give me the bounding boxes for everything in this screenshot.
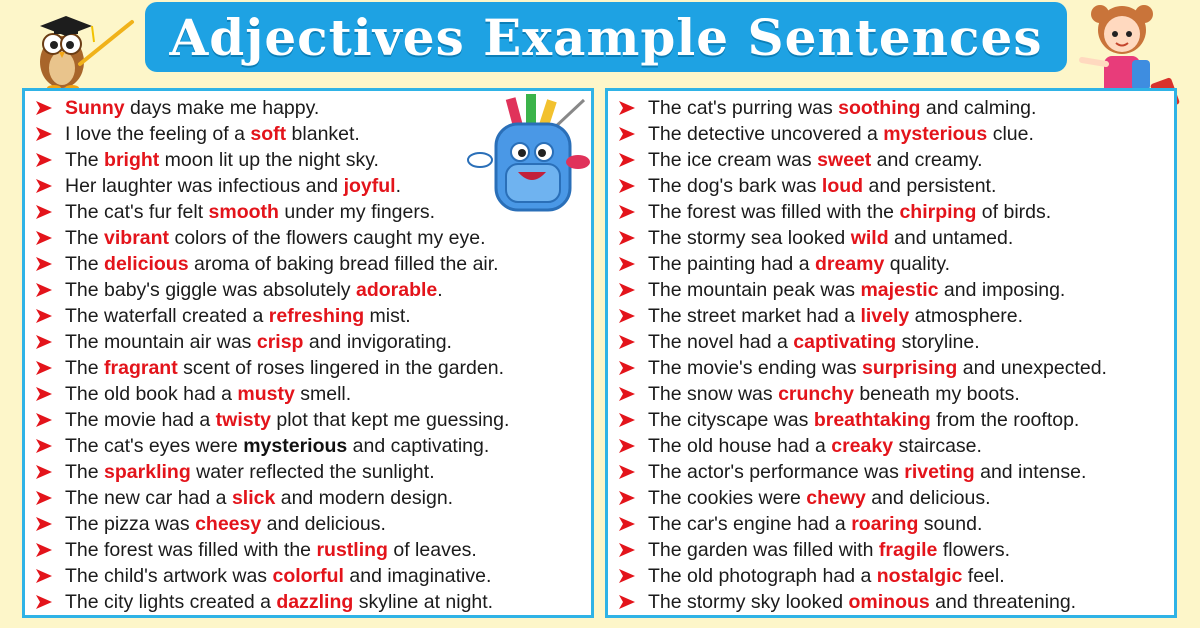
sentence-text: [648, 591, 1076, 614]
adjective-highlight: crunchy: [778, 382, 854, 405]
sentence-item: [608, 329, 1174, 355]
sentence-text: [648, 513, 982, 536]
sentence-suffix: and delicious.: [865, 486, 991, 509]
adjective-highlight: twisty: [215, 408, 271, 431]
sentence-prefix: The garden was filled with: [648, 538, 879, 561]
sentence-suffix: staircase.: [893, 434, 982, 457]
sentence-prefix: The mountain air was: [65, 330, 257, 353]
sentence-prefix: The movie's ending was: [648, 356, 862, 379]
sentence-suffix: of birds.: [976, 200, 1052, 223]
sentence-suffix: colors of the flowers caught my eye.: [169, 226, 486, 249]
sentence-text: [65, 305, 411, 328]
sentence-suffix: under my fingers.: [278, 200, 436, 223]
arrow-right-icon: [35, 152, 57, 168]
adjective-highlight: lively: [860, 304, 910, 327]
sentence-suffix: plot that kept me guessing.: [270, 408, 510, 431]
sentence-text: [65, 149, 379, 172]
adjective-highlight: musty: [237, 382, 295, 405]
sentence-text: [648, 383, 1020, 406]
sentence-item: [608, 303, 1174, 329]
arrow-right-icon: [618, 308, 640, 324]
arrow-right-icon: [35, 360, 57, 376]
sentence-text: [65, 279, 443, 302]
sentence-suffix: feel.: [962, 564, 1005, 587]
sentence-suffix: flowers.: [937, 538, 1011, 561]
sentence-item: [608, 173, 1174, 199]
sentence-prefix: The cat's eyes were: [65, 434, 244, 457]
sentence-item: [608, 433, 1174, 459]
arrow-right-icon: [618, 438, 640, 454]
sentence-suffix: and imaginative.: [343, 564, 492, 587]
arrow-right-icon: [618, 594, 640, 610]
sentence-item: [25, 329, 591, 355]
sentence-suffix: and captivating.: [347, 434, 490, 457]
arrow-right-icon: [35, 386, 57, 402]
sentence-text: [648, 201, 1051, 224]
arrow-right-icon: [618, 230, 640, 246]
sentence-item: [608, 225, 1174, 251]
sentence-suffix: and modern design.: [275, 486, 454, 509]
adjective-highlight: riveting: [904, 460, 975, 483]
sentence-item: [608, 381, 1174, 407]
adjective-highlight: wild: [850, 226, 889, 249]
sentence-suffix: clue.: [987, 122, 1034, 145]
sentence-prefix: The forest was filled with the: [65, 538, 317, 561]
sentence-suffix: and untamed.: [888, 226, 1014, 249]
sentence-prefix: The baby's giggle was absolutely: [65, 278, 356, 301]
adjective-highlight: sweet: [817, 148, 872, 171]
sentence-prefix: The city lights created a: [65, 590, 277, 613]
adjective-highlight: smooth: [208, 200, 279, 223]
arrow-right-icon: [35, 542, 57, 558]
sentence-suffix: atmosphere.: [909, 304, 1024, 327]
sentence-item: [25, 485, 591, 511]
adjective-highlight: bright: [104, 148, 160, 171]
sentence-prefix: The: [65, 252, 105, 275]
sentence-item: [25, 537, 591, 563]
adjective-highlight: cheesy: [195, 512, 262, 535]
sentence-item: [25, 251, 591, 277]
sentence-item: [608, 537, 1174, 563]
arrow-right-icon: [618, 282, 640, 298]
sentence-text: [65, 383, 351, 406]
sentence-suffix: and unexpected.: [957, 356, 1107, 379]
sentence-item: [25, 511, 591, 537]
adjective-highlight: chirping: [899, 200, 977, 223]
sentence-item: [25, 277, 591, 303]
sentence-item: [608, 511, 1174, 537]
sentence-text: [648, 409, 1079, 432]
sentence-item: [608, 251, 1174, 277]
sentence-prefix: The stormy sky looked: [648, 590, 849, 613]
sentence-text: [648, 175, 996, 198]
sentence-text: [65, 201, 435, 224]
adjective-highlight: surprising: [862, 356, 958, 379]
sentence-text: [648, 123, 1034, 146]
sentence-text: [65, 591, 493, 614]
arrow-right-icon: [618, 568, 640, 584]
adjective-highlight: delicious: [104, 252, 189, 275]
adjective-highlight: captivating: [793, 330, 897, 353]
sentence-text: [648, 539, 1010, 562]
sentence-prefix: The painting had a: [648, 252, 815, 275]
adjective-highlight: creaky: [831, 434, 894, 457]
sentence-text: [648, 279, 1065, 302]
sentence-suffix: and imposing.: [938, 278, 1066, 301]
sentence-prefix: The cat's fur felt: [65, 200, 209, 223]
sentence-suffix: beneath my boots.: [853, 382, 1020, 405]
arrow-right-icon: [35, 282, 57, 298]
sentence-item: [608, 459, 1174, 485]
sentence-text: [648, 149, 983, 172]
arrow-right-icon: [618, 412, 640, 428]
sentence-item: [25, 433, 591, 459]
adjective-highlight: mysterious: [883, 122, 988, 145]
adjective-highlight: breathtaking: [813, 408, 931, 431]
arrow-right-icon: [35, 490, 57, 506]
sentence-suffix: sound.: [918, 512, 983, 535]
sentence-text: [65, 331, 452, 354]
sentence-item: [608, 277, 1174, 303]
sentence-suffix: and threatening.: [929, 590, 1077, 613]
arrow-right-icon: [35, 464, 57, 480]
arrow-right-icon: [618, 360, 640, 376]
sentence-text: [65, 461, 435, 484]
sentence-item: [608, 407, 1174, 433]
owl-teacher-icon: [20, 4, 138, 92]
sentence-item: [608, 95, 1174, 121]
sentence-prefix: The old house had a: [648, 434, 832, 457]
sentence-prefix: The pizza was: [65, 512, 196, 535]
sentence-suffix: scent of roses lingered in the garden.: [177, 356, 505, 379]
sentence-prefix: The cityscape was: [648, 408, 814, 431]
sentence-suffix: moon lit up the night sky.: [159, 148, 379, 171]
sentence-item: [608, 355, 1174, 381]
sentence-text: [65, 253, 499, 276]
sentence-suffix: and delicious.: [261, 512, 386, 535]
sentence-suffix: blanket.: [286, 122, 360, 145]
sentence-prefix: The cat's purring was: [648, 96, 839, 119]
right-sentence-panel: [605, 88, 1177, 618]
sentence-prefix: The actor's performance was: [648, 460, 905, 483]
sentence-suffix: and intense.: [974, 460, 1087, 483]
sentence-prefix: The snow was: [648, 382, 779, 405]
arrow-right-icon: [35, 308, 57, 324]
sentence-item: [25, 459, 591, 485]
sentence-prefix: The stormy sea looked: [648, 226, 851, 249]
arrow-right-icon: [618, 204, 640, 220]
arrow-right-icon: [618, 126, 640, 142]
sentence-prefix: The waterfall created a: [65, 304, 269, 327]
adjective-highlight: crisp: [256, 330, 304, 353]
sentence-prefix: The old book had a: [65, 382, 238, 405]
arrow-right-icon: [618, 542, 640, 558]
sentence-prefix: The: [65, 148, 105, 171]
title-banner: [145, 2, 1067, 72]
arrow-right-icon: [35, 516, 57, 532]
sentence-prefix: The novel had a: [648, 330, 794, 353]
sentence-suffix: smell.: [294, 382, 352, 405]
sentence-prefix: The car's engine had a: [648, 512, 852, 535]
sentence-text: [648, 357, 1107, 380]
arrow-right-icon: [35, 204, 57, 220]
sentence-text: [65, 435, 489, 458]
sentence-prefix: The: [65, 356, 105, 379]
sentence-item: [608, 563, 1174, 589]
sentence-suffix: and calming.: [920, 96, 1037, 119]
sentence-item: [608, 589, 1174, 615]
sentence-suffix: from the rooftop.: [930, 408, 1080, 431]
sentence-suffix: and invigorating.: [303, 330, 452, 353]
sentence-text: [65, 357, 504, 380]
sentence-item: [25, 563, 591, 589]
sentence-prefix: The detective uncovered a: [648, 122, 884, 145]
adjective-highlight: fragrant: [104, 356, 178, 379]
arrow-right-icon: [618, 386, 640, 402]
adjective-highlight: nostalgic: [876, 564, 963, 587]
sentence-prefix: The cookies were: [648, 486, 807, 509]
sentence-prefix: The new car had a: [65, 486, 232, 509]
adjective-highlight: rustling: [316, 538, 388, 561]
sentence-prefix: The child's artwork was: [65, 564, 273, 587]
sentence-text: [65, 175, 401, 198]
sentence-suffix: quality.: [884, 252, 951, 275]
adjective-highlight: refreshing: [268, 304, 365, 327]
sentence-text: [648, 565, 1005, 588]
sentence-text: [648, 253, 950, 276]
sentence-prefix: The old photograph had a: [648, 564, 877, 587]
sentence-item: [25, 225, 591, 251]
sentence-item: [25, 355, 591, 381]
arrow-right-icon: [618, 490, 640, 506]
arrow-right-icon: [618, 178, 640, 194]
sentence-prefix: Her laughter was infectious and: [65, 174, 344, 197]
sentence-text: [648, 487, 991, 510]
sentence-prefix: I love the feeling of a: [65, 122, 251, 145]
sentence-prefix: The mountain peak was: [648, 278, 861, 301]
adjective-highlight: adorable: [355, 278, 438, 301]
sentence-suffix: and creamy.: [871, 148, 983, 171]
sentence-item: [608, 199, 1174, 225]
adjective-highlight: soft: [250, 122, 287, 145]
sentence-prefix: The: [65, 460, 105, 483]
page-title: Adjectives Example Sentences: [169, 7, 1043, 67]
sentence-suffix: skyline at night.: [353, 590, 494, 613]
right-sentence-list: [608, 91, 1174, 615]
sentence-text: [648, 331, 980, 354]
adjective-highlight: Sunny: [65, 96, 125, 119]
sentence-suffix: days make me happy.: [124, 96, 320, 119]
backpack-icon: [466, 90, 594, 218]
adjective-highlight: soothing: [838, 96, 921, 119]
sentence-prefix: The movie had a: [65, 408, 216, 431]
adjective-highlight: chewy: [806, 486, 866, 509]
sentence-text: [65, 123, 360, 146]
sentence-suffix: storyline.: [896, 330, 980, 353]
sentence-prefix: The ice cream was: [648, 148, 818, 171]
sentence-suffix: aroma of baking bread filled the air.: [188, 252, 499, 275]
arrow-right-icon: [35, 256, 57, 272]
arrow-right-icon: [35, 178, 57, 194]
adjective-highlight: mysterious: [243, 434, 348, 457]
sentence-item: [608, 121, 1174, 147]
arrow-right-icon: [35, 594, 57, 610]
arrow-right-icon: [35, 230, 57, 246]
sentence-suffix: .: [395, 174, 401, 197]
sentence-text: [65, 227, 486, 250]
sentence-prefix: The street market had a: [648, 304, 861, 327]
sentence-text: [648, 435, 982, 458]
adjective-highlight: loud: [821, 174, 864, 197]
sentence-text: [648, 461, 1086, 484]
adjective-highlight: ominous: [848, 590, 930, 613]
arrow-right-icon: [618, 256, 640, 272]
sentence-item: [25, 407, 591, 433]
adjective-highlight: majestic: [860, 278, 939, 301]
arrow-right-icon: [35, 568, 57, 584]
adjective-highlight: sparkling: [104, 460, 191, 483]
sentence-item: [608, 147, 1174, 173]
adjective-highlight: joyful: [343, 174, 396, 197]
sentence-suffix: of leaves.: [387, 538, 477, 561]
sentence-item: [25, 303, 591, 329]
adjective-highlight: vibrant: [104, 226, 170, 249]
sentence-prefix: The dog's bark was: [648, 174, 822, 197]
arrow-right-icon: [618, 152, 640, 168]
sentence-text: [648, 305, 1023, 328]
sentence-text: [65, 487, 453, 510]
sentence-text: [648, 227, 1013, 250]
sentence-text: [65, 565, 491, 588]
arrow-right-icon: [618, 516, 640, 532]
sentence-suffix: water reflected the sunlight.: [190, 460, 435, 483]
sentence-text: [65, 97, 319, 120]
sentence-text: [65, 539, 477, 562]
arrow-right-icon: [618, 334, 640, 350]
adjective-highlight: colorful: [272, 564, 344, 587]
adjective-highlight: roaring: [851, 512, 919, 535]
sentence-suffix: mist.: [364, 304, 411, 327]
arrow-right-icon: [35, 412, 57, 428]
sentence-text: [65, 513, 386, 536]
adjective-highlight: fragile: [878, 538, 938, 561]
sentence-text: [648, 97, 1036, 120]
sentence-item: [25, 589, 591, 615]
arrow-right-icon: [618, 464, 640, 480]
sentence-prefix: The: [65, 226, 105, 249]
arrow-right-icon: [618, 100, 640, 116]
arrow-right-icon: [35, 100, 57, 116]
arrow-right-icon: [35, 334, 57, 350]
sentence-item: [608, 485, 1174, 511]
sentence-item: [25, 381, 591, 407]
sentence-suffix: and persistent.: [863, 174, 997, 197]
arrow-right-icon: [35, 438, 57, 454]
sentence-suffix: .: [437, 278, 443, 301]
adjective-highlight: slick: [231, 486, 276, 509]
sentence-text: [65, 409, 509, 432]
adjective-highlight: dreamy: [814, 252, 885, 275]
arrow-right-icon: [35, 126, 57, 142]
adjective-highlight: dazzling: [276, 590, 354, 613]
sentence-prefix: The forest was filled with the: [648, 200, 900, 223]
